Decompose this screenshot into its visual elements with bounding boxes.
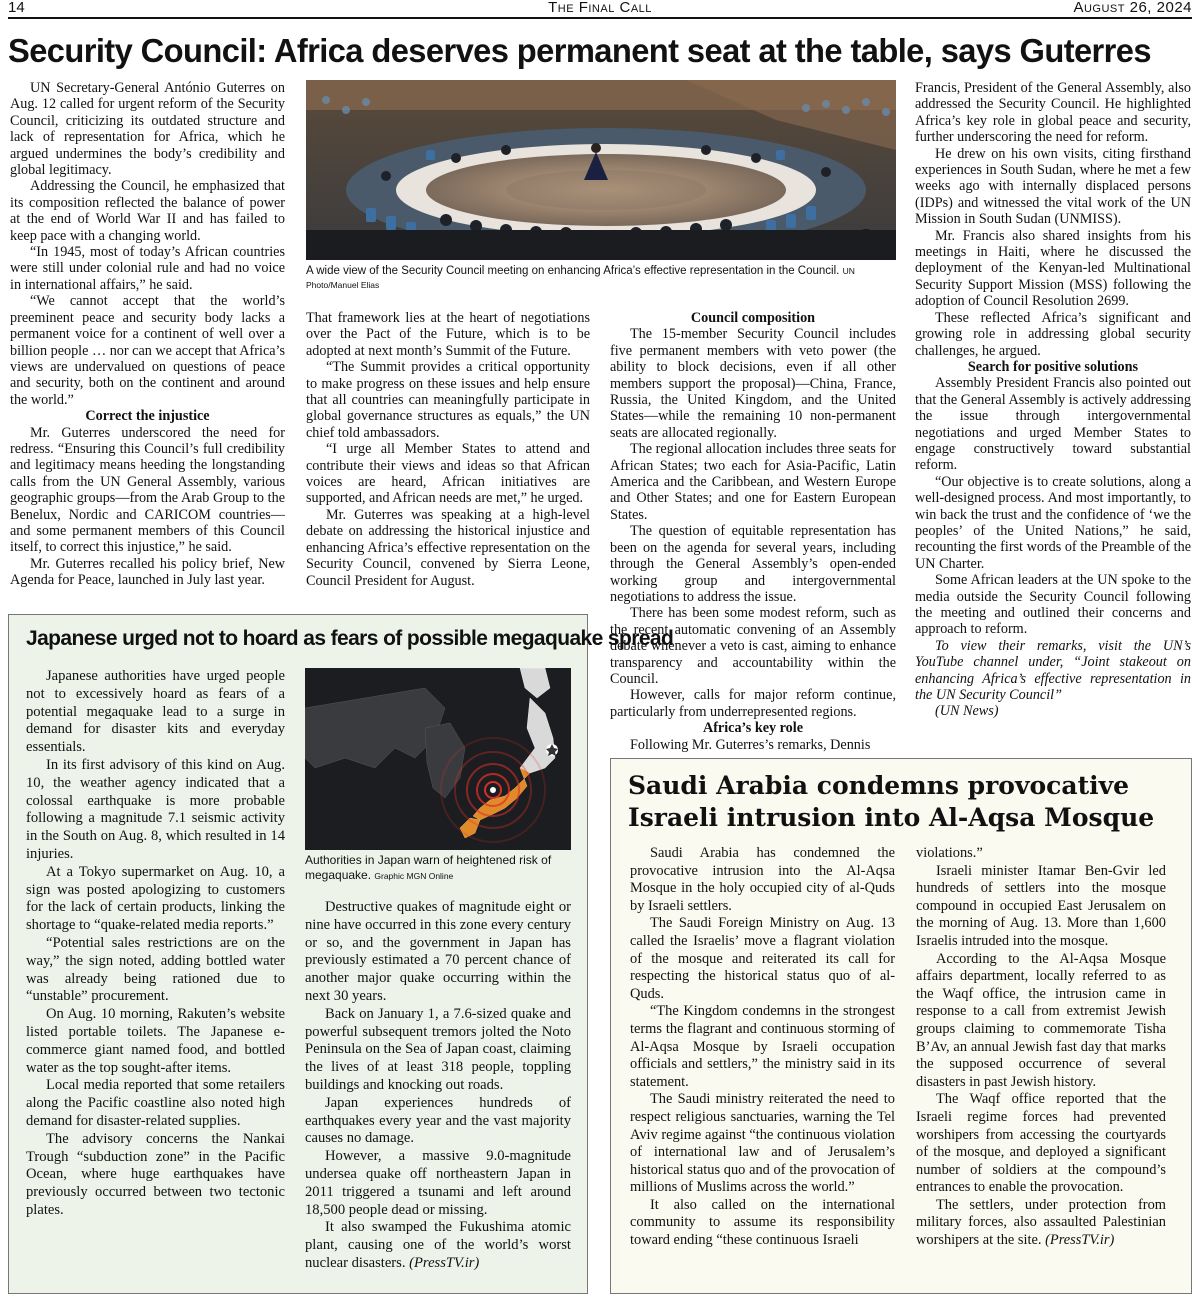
paragraph: Some African leaders at the UN spoke to the media outside the Security Council following the meeting and outlined their concerns and approach to reform. — [915, 572, 1191, 638]
paragraph: “Potential sales restrictions are on the way,” the sign noted, adding bottled water was already being rationed due to “unstable” procurement. — [26, 934, 285, 1005]
paragraph: “The Summit provides a critical opportunity to make progress on these issues and help ensure that all countries can meaningfully participate in global governance structures as equals,” the UN chief told ambassadors. — [306, 359, 590, 441]
paragraph: According to the Al-Aqsa Mosque affairs department, locally referred to as the Waqf office, the intrusion came in response to a call from extremist Jewish groups claiming to commemorate Tisha B’Av, an annual Jewish fast day that marks the supposed occurrence of several disasters in past Jewish history. — [916, 950, 1166, 1090]
subheading: Correct the injustice — [85, 408, 210, 425]
paragraph: “The Kingdom condemns in the strongest terms the flagrant and continuous storming of Al-Aqsa Mosque by Israeli occupation officials and settlers,” the ministry said in its statement. — [630, 1003, 895, 1090]
paragraph: Mr. Guterres was speaking at a high-level debate on addressing the historical injustice and enhancing Africa’s effective representation on the Security Council, convened by Sierra Leone, Council President for August. — [306, 506, 590, 589]
paragraph: Mr. Guterres underscored the need for redress. “Ensuring this Council’s full credibility and legitimacy means heeding the longstanding calls from the UN General Assembly, various geographic groups—from the Arab Group to the Benelux, Nordic and CARICOM countries—and some permanent members of this Council itself, to correct this injustice,” he said. — [10, 424, 285, 556]
subheading: Search for positive solutions — [967, 358, 1139, 375]
photo-credit: Graphic MGN Online — [374, 871, 454, 881]
paragraph: That framework lies at the heart of negotiations over the Pact of the Future, which is to be adopted at next month’s Summit of the Future. — [306, 310, 590, 359]
paragraph: Addressing the Council, he emphasized that its composition reflected the balance of power at the end of World War II and has failed to keep pace with a changing world. — [10, 178, 285, 244]
council-chamber-illustration — [306, 80, 896, 260]
paragraph: Following Mr. Guterres’s remarks, Dennis — [630, 736, 871, 753]
paragraph: Japan experiences hundreds of earthquakes every year and the vast majority causes no damage. — [305, 1094, 571, 1147]
paragraph: “Our objective is to create solutions, along a well-designed process. And most importantly, to win back the trust and the confidence of ‘we the peoples’ of the United Nations,” he said, recounting the first words of the Preamble of the UN Charter. — [915, 473, 1191, 572]
megaquake-map-illustration — [305, 668, 571, 850]
paragraph: Saudi Arabia has condemned the provocative intrusion into the Al-Aqsa Mosque in the holy occupied city of al-Quds by Israeli settlers. — [630, 845, 895, 914]
story2-column-2 — [305, 899, 571, 1273]
paragraph: The question of equitable representation has been on the agenda for several years, including through the General Assembly’s open-ended working group and intergovernmental negotiations to address the issue. — [610, 523, 896, 605]
japan-map-graphic — [305, 668, 571, 850]
paper-name: The Final Call — [548, 0, 652, 16]
security-council-photo-caption — [306, 264, 896, 292]
paragraph-text: The settlers, under protection from military forces, also assaulted Palestinian worshipers at the site. — [916, 1196, 1166, 1249]
story1-headline: Security Council: Africa deserves permanent seat at the table, says Guterres — [8, 32, 1151, 69]
paragraph: (UN News) — [935, 703, 999, 720]
caption-text: A wide view of the Security Council meeting on enhancing Africa’s effective representation in the Council. — [306, 265, 840, 277]
paragraph: It also called on the international community to assume its responsibility toward ending “these continuous Israeli — [630, 1196, 895, 1249]
story3-column-1 — [630, 845, 895, 1250]
story1-column-2 — [306, 310, 590, 589]
source-credit: (PressTV.ir) — [409, 1254, 480, 1271]
story3-column-2 — [916, 845, 1166, 1250]
paragraph: The regional allocation includes three seats for African States; two each for Asia-Pacific, Latin America and the Caribbean, and Western Europe and Other States; and one for Eastern European States. — [610, 441, 896, 523]
japan-map-caption — [305, 853, 575, 884]
source-credit: (PressTV.ir) — [1045, 1232, 1115, 1249]
story2-column-1 — [26, 668, 285, 1220]
paragraph: Local media reported that some retailers along the Pacific coastline also noted high demand for disaster-related supplies. — [26, 1077, 285, 1129]
issue-date: August 26, 2024 — [1073, 0, 1192, 16]
paragraph: Mr. Francis also shared insights from his meetings in Haiti, where he discussed the deployment of the Kenyan-led Multinational Security Support Mission (MSS) following the adoption of Council Resolution 2699. — [915, 227, 1191, 310]
paragraph: Mr. Guterres recalled his policy brief, New Agenda for Peace, launched in July last year. — [10, 555, 285, 589]
paragraph: Japanese authorities have urged people not to excessively hoard as fears of a potential megaquake lead to a surge in demand for disaster kits and everyday essentials. — [26, 668, 285, 756]
caption-text: Authorities in Japan warn of heightened risk of megaquake. — [305, 853, 552, 882]
paragraph: Israeli minister Itamar Ben-Gvir led hundreds of settlers into the mosque compound in occupied East Jerusalem on the morning of Aug. 13. More than 1,600 Israelis intruded into the mosque. — [916, 862, 1166, 949]
paragraph: The 15-member Security Council includes five permanent members with veto power (the ability to block decisions, even if all other members support the proposal)—China, France, Russia, the United Kingdom, and the United States—while the remaining 10 non-permanent seats are allocated regionally. — [610, 326, 896, 441]
story1-column-1 — [10, 80, 285, 589]
paragraph: Destructive quakes of magnitude eight or nine have occurred in this zone every century or so, and the government in Japan has previously estimated a 70 percent chance of another major quake occurring within the next 30 years. — [305, 899, 571, 1004]
paragraph — [305, 1219, 571, 1272]
paragraph: However, a massive 9.0-magnitude undersea quake off northeastern Japan in 2011 triggered a tsunami and left around 18,500 people dead or missing. — [305, 1148, 571, 1218]
paragraph: “In 1945, most of today’s African countries were still under colonial rule and had no voice in international affairs,” he said. — [10, 244, 285, 293]
paragraph-text: It also swamped the Fukushima atomic plant, causing one of the world’s worst nuclear disasters. — [305, 1219, 571, 1271]
paragraph: These reflected Africa’s significant and growing role in addressing global security challenges, he argued. — [915, 309, 1191, 359]
story1-column-4 — [915, 80, 1191, 720]
photo-credit: UN Photo/Manuel Elias — [306, 266, 855, 290]
paragraph: The Saudi ministry reiterated the need to respect religious sanctuaries, warning the Tel Aviv regime against “the continuous violation of international law and of Jerusalem’s historical status quo and of the provocation of millions of Muslims across the world.” — [630, 1091, 895, 1196]
paragraph: Back on January 1, a 7.6-sized quake and powerful subsequent tremors jolted the Noto Peninsula on the Sea of Japan coast, claiming the lives of at least 318 people, toppling buildings and knocking out roads. — [305, 1005, 571, 1093]
paragraph: However, calls for major reform continue, particularly from underrepresented regions. — [610, 687, 896, 720]
paragraph: The Saudi Foreign Ministry on Aug. 13 called the Israelis’ move a flagrant violation of the mosque and reiterated its call for respecting the historical status quo of al-Quds. — [630, 915, 895, 1002]
paragraph: To view their remarks, visit the UN’s YouTube channel under, “Joint stakeout on enhancing Africa’s effective representation in the UN Security Council” — [915, 637, 1191, 704]
subheading: Council composition — [690, 310, 816, 326]
paragraph: At a Tokyo supermarket on Aug. 10, a sign was posted apologizing to customers for the lack of certain products, linking the shortage to “quake-related media reports.” — [26, 863, 285, 934]
paragraph: In its first advisory of this kind on Aug. 10, the weather agency indicated that a colossal earthquake is more probable following a magnitude 7.1 seismic activity in the South on Aug. 8, which resulted in 14 injuries. — [26, 756, 285, 862]
paragraph: Assembly President Francis also pointed out that the General Assembly is actively addressing the issue through intergovernmental negotiations and urged Member States to engage constructively toward substantial reform. — [915, 375, 1191, 474]
story2-headline: Japanese urged not to hoard as fears of possible megaquake spread — [26, 627, 674, 650]
paragraph: He drew on his own visits, citing firsthand experiences in South Sudan, where he met a few weeks ago with internally displaced persons (IDPs) and witnessed the vital work of the UN Mission in South Sudan (UNMISS). — [915, 145, 1191, 228]
paragraph — [916, 1197, 1166, 1250]
paragraph: “We cannot accept that the world’s preeminent peace and security body lacks a permanent voice for a continent of well over a billion people … nor can we accept that Africa’s views are undervalued on questions of peace and security, both on the continent and around the world.” — [10, 293, 285, 408]
paragraph: Francis, President of the General Assembly, also addressed the Security Council. He highlighted Africa’s key role in global peace and security, further underscoring the need for reform. — [915, 80, 1191, 146]
paragraph: On Aug. 10 morning, Rakuten’s website listed portable toilets. The Japanese e-commerce giant named food, and bottled water as the top sought-after items. — [26, 1006, 285, 1076]
paragraph: “I urge all Member States to attend and contribute their views and ideas so that African voices are heard, African initiatives are supported, and African needs are met,” he urged. — [306, 441, 590, 507]
subheading: Africa’s key role — [702, 720, 804, 737]
story1-column-3 — [610, 310, 896, 753]
paragraph: violations.” — [916, 845, 983, 861]
story3-headline: Saudi Arabia condemns provocative Israeli intrusion into Al-Aqsa Mosque — [628, 771, 1155, 832]
page-number: 14 — [8, 0, 25, 16]
paragraph: There has been some modest reform, such as the recent automatic convening of an Assembly debate whenever a veto is cast, aiming to enhance transparency and accountability within the Council. — [610, 605, 896, 687]
paragraph: UN Secretary-General António Guterres on Aug. 12 called for urgent reform of the Security Council, criticizing its outdated structure and lack of representation for Africa, which he argued undermines the body’s credibility and global legitimacy. — [10, 80, 285, 179]
paragraph: The Waqf office reported that the Israeli regime forces had prevented worshipers from accessing the courtyards of the mosque, and deployed a significant number of soldiers at the compound’s entrances to enable the provocation. — [916, 1091, 1166, 1196]
security-council-photo — [306, 80, 896, 260]
masthead — [8, 0, 1192, 19]
paragraph: The advisory concerns the Nankai Trough “subduction zone” in the Pacific Ocean, where huge earthquakes have previously occurred between two tectonic plates. — [26, 1130, 285, 1218]
